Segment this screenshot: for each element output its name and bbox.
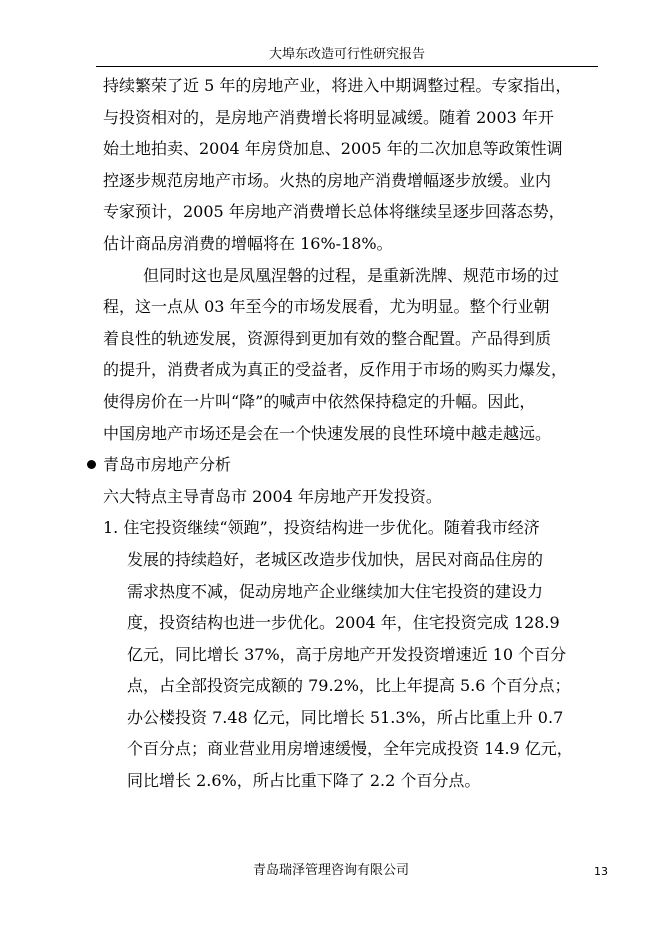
list-item-line: 需求热度不减，促动房地产企业继续加大住宅投资的建设力 (127, 581, 544, 601)
section-title: 青岛市房地产分析 (103, 455, 232, 475)
paragraph-line: 程，这一点从 03 年至今的市场发展看，尤为明显。整个行业朝 (103, 297, 550, 317)
list-item-line: 发展的持续趋好，老城区改造步伐加快，居民对商品住房的 (127, 549, 544, 569)
list-item-line: 点，占全部投资完成额的 79.2%，比上年提高 5.6 个百分点； (127, 676, 571, 696)
bullet-icon (87, 460, 96, 469)
paragraph-industry-reshuffle (103, 260, 603, 450)
section-heading (103, 449, 603, 481)
footer-company: 青岛瑞泽管理咨询有限公司 (253, 863, 410, 878)
paragraph-line: 估计商品房消费的增幅将在 16%-18%。 (103, 233, 393, 253)
document-body (103, 70, 603, 797)
paragraph-line: 控逐步规范房地产市场。火热的房地产消费增幅逐步放缓。业内 (103, 170, 552, 190)
list-item-line: 1. 住宅投资继续“领跑”，投资结构进一步优化。随着我市经济 (103, 518, 540, 538)
paragraph-line: 与投资相对的，是房地产消费增长将明显减缓。随着 2003 年开 (103, 107, 554, 127)
list-item-residential-investment (103, 512, 603, 796)
paragraph-market-trend (103, 70, 603, 260)
paragraph-line: 但同时这也是凤凰涅磐的过程，是重新洗牌、规范市场的过 (143, 265, 560, 285)
paragraph-line: 的提升，消费者成为真正的受益者，反作用于市场的购买力爆发， (103, 360, 568, 380)
paragraph-line: 专家预计，2005 年房地产消费增长总体将继续呈逐步回落态势， (103, 202, 565, 222)
paragraph-line: 中国房地产市场还是会在一个快速发展的良性环境中越走越远。 (103, 423, 552, 443)
paragraph-line: 着良性的轨迹发展，资源得到更加有效的整合配置。产品得到质 (103, 328, 552, 348)
intro-line: 六大特点主导青岛市 2004 年房地产开发投资。 (103, 486, 442, 506)
list-item-line: 度，投资结构也进一步优化。2004 年，住宅投资完成 128.9 (127, 613, 560, 633)
list-item-line: 亿元，同比增长 37%，高于房地产开发投资增速近 10 个百分 (127, 644, 567, 664)
page-number: 13 (594, 865, 608, 878)
paragraph-line: 持续繁荣了近 5 年的房地产业，将进入中期调整过程。专家指出， (103, 76, 572, 95)
paragraph-line: 使得房价在一片叫“降”的喊声中依然保持稳定的升幅。因此， (103, 391, 536, 411)
list-item-line: 办公楼投资 7.48 亿元，同比增长 51.3%，所占比重上升 0.7 (127, 707, 564, 727)
list-item-line: 同比增长 2.6%，所占比重下降了 2.2 个百分点。 (127, 771, 481, 791)
header-divider (96, 66, 598, 67)
page-header-title: 大埠东改造可行性研究报告 (268, 47, 425, 62)
list-item-line: 个百分点；商业营业用房增速缓慢，全年完成投资 14.9 亿元， (127, 739, 573, 759)
paragraph-line: 始土地拍卖、2004 年房贷加息、2005 年的二次加息等政策性调 (103, 139, 563, 159)
